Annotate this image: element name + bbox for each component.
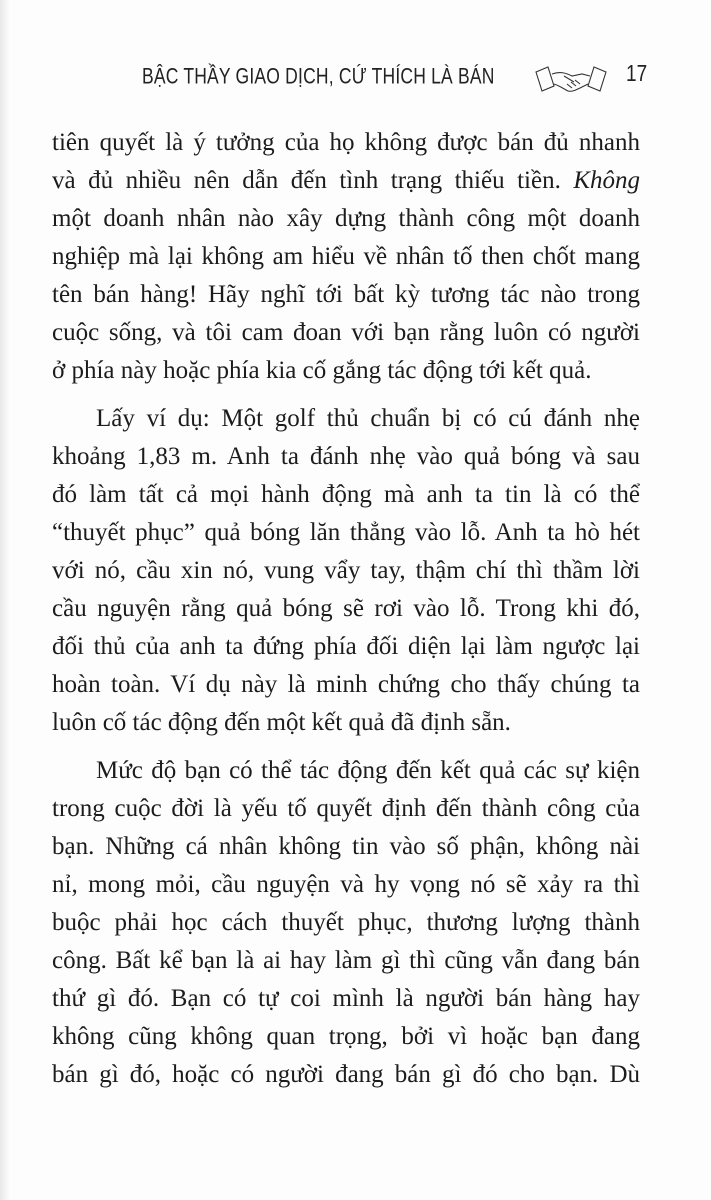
body-text xyxy=(52,124,640,1104)
text-line: đối thủ của anh ta đứng phía đối diện lại làm ngược lại xyxy=(52,633,640,660)
text-line: đó làm tất cả mọi hành động mà anh ta tin là có thể xyxy=(52,481,640,508)
page-number: 17 xyxy=(626,61,648,87)
text-line: nỉ, mong mỏi, cầu nguyện và hy vọng nó sẽ xảy ra thì xyxy=(52,871,640,898)
text-line: “thuyết phục” quả bóng lăn thẳng vào lỗ. Anh ta hò hét xyxy=(52,519,640,546)
text-line: tiên quyết là ý tưởng của họ không được bán đủ nhanh xyxy=(52,129,640,156)
text-line: hoàn toàn. Ví dụ này là minh chứng cho thấy chúng ta xyxy=(52,671,640,698)
paragraph xyxy=(52,400,640,742)
text-line: Mức độ bạn có thể tác động đến kết quả các sự kiện xyxy=(96,757,640,784)
handshake-icon xyxy=(534,64,608,94)
text-line: ở phía này hoặc phía kia cố gắng tác động tới kết quả. xyxy=(52,357,592,384)
text-line-part: và đủ nhiều nên dẫn đến tình trạng thiếu tiền. xyxy=(52,167,561,194)
text-line: cuộc sống, và tôi cam đoan với bạn rằng luôn có người xyxy=(52,319,640,346)
italic-word: Không xyxy=(573,167,641,194)
text-line: không cũng không quan trọng, bởi vì hoặc bạn đang xyxy=(52,1023,640,1050)
text-line: bạn. Những cá nhân không tin vào số phận, không nài xyxy=(52,833,640,860)
text-line: khoảng 1,83 m. Anh ta đánh nhẹ vào quả bóng và sau xyxy=(52,443,640,470)
text-line: buộc phải học cách thuyết phục, thương lượng thành xyxy=(52,909,640,936)
paragraph xyxy=(52,124,640,390)
text-line: với nó, cầu xin nó, vung vẩy tay, thậm chí thì thầm lời xyxy=(52,557,640,584)
text-line: trong cuộc đời là yếu tố quyết định đến thành công của xyxy=(52,795,640,822)
text-line: luôn cố tác động đến một kết quả đã định sẵn. xyxy=(52,709,511,736)
text-line: bán gì đó, hoặc có người đang bán gì đó cho bạn. Dù xyxy=(52,1061,640,1088)
text-line xyxy=(52,162,640,200)
scan-shadow xyxy=(0,0,10,1200)
text-line: công. Bất kể bạn là ai hay làm gì thì cũng vẫn đang bán xyxy=(52,947,640,974)
running-title: BẬC THẦY GIAO DỊCH, CỨ THÍCH LÀ BÁN xyxy=(142,63,495,89)
page-header xyxy=(0,62,711,94)
text-line: tên bán hàng! Hãy nghĩ tới bất kỳ tương tác nào trong xyxy=(52,281,640,308)
text-line: Lấy ví dụ: Một golf thủ chuẩn bị có cú đánh nhẹ xyxy=(96,405,640,432)
text-line: thứ gì đó. Bạn có tự coi mình là người bán hàng hay xyxy=(52,985,640,1012)
paragraph xyxy=(52,752,640,1094)
text-line: một doanh nhân nào xây dựng thành công một doanh xyxy=(52,205,640,232)
text-line: cầu nguyện rằng quả bóng sẽ rơi vào lỗ. Trong khi đó, xyxy=(52,595,640,622)
text-line: nghiệp mà lại không am hiểu về nhân tố then chốt mang xyxy=(52,243,640,270)
